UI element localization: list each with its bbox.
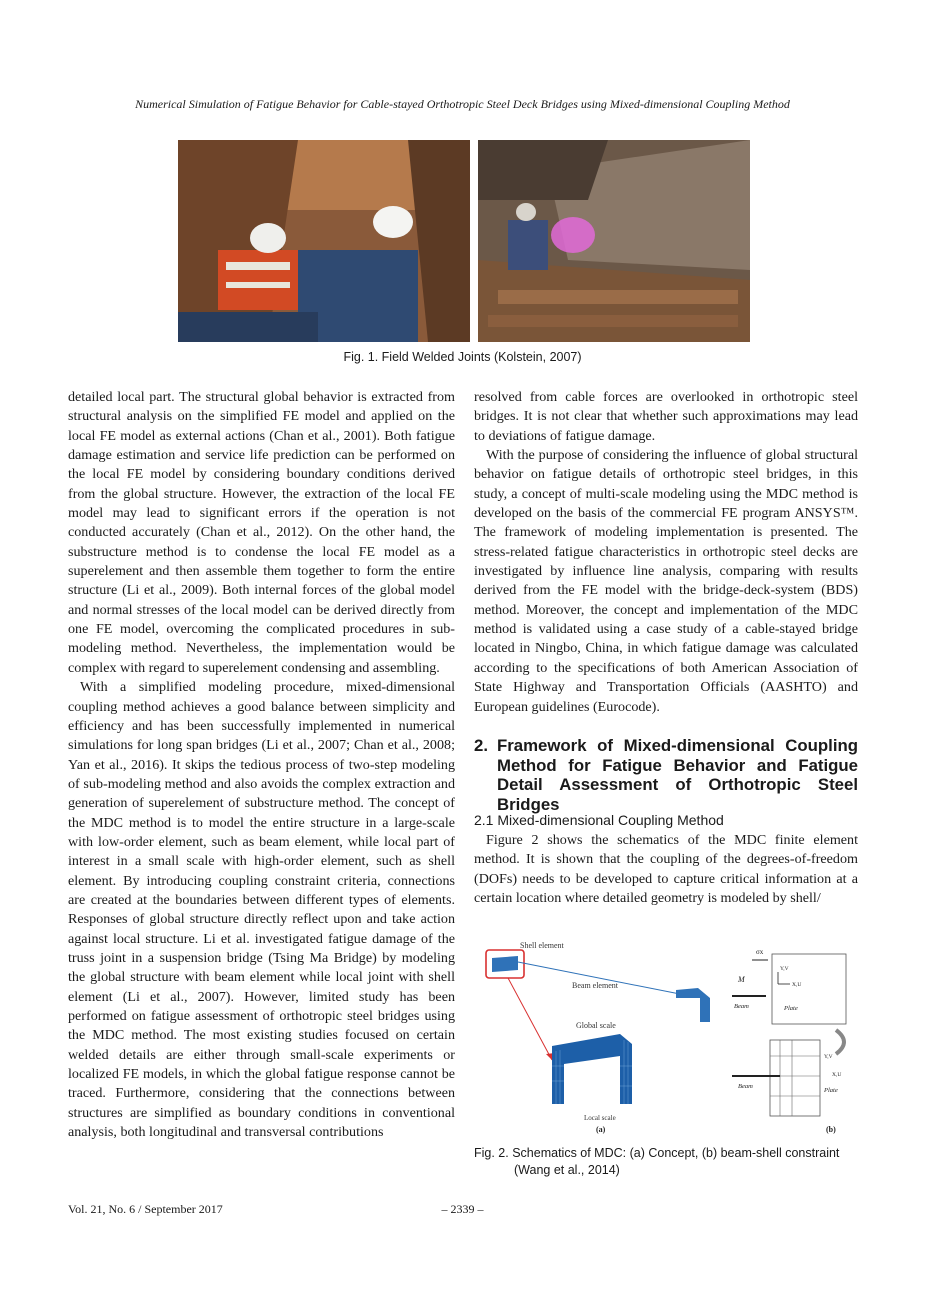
label-xu-top: X,U [792,982,802,988]
left-paragraph-1: detailed local part. The structural global behavior is extracted from structural analysis on the simplified FE model and applied on the local FE model as external actions (Chan et al., 2001). Both fatigue damage estimation and service life prediction can be performed on the local FE model by considering boundary conditions derived from the global structure. However, the extraction of the local FE model may lead to significant errors if the operation is not conducted accurately (Chan et al., 2012). On the other hand, the substructure method is to condense the local FE model as a superelement and then assemble them together to form the entire structure (Li et al., 2009). Both internal forces of the global model and normal stresses of the local model can be derived directly from one FE model, overcoming the complicated procedures in sub-modeling method. Nevertheless, the implementation would be complex with regard to superelement condensing and assembling. [68,389,455,676]
footer-volume: Vol. 21, No. 6 / September 2017 [68,1202,223,1216]
zoom-arrow [508,978,552,1060]
figure-2-caption [474,1145,864,1179]
subsection-heading: 2.1 Mixed-dimensional Coupling Method [474,812,724,828]
label-shell-element: Shell element [520,941,564,950]
label-beam-top: Beam [734,1003,749,1010]
footer-page-number: – 2339 – [441,1202,484,1216]
label-beam-bottom: Beam [738,1083,753,1090]
running-header: Numerical Simulation of Fatigue Behavior for Cable-stayed Orthotropic Steel Deck Bridges using Mixed-dimensional Coupling Method [135,97,790,111]
figure-2-caption-line-1: Fig. 2. Schematics of MDC: (a) Concept, (b) beam-shell constraint [474,1146,840,1160]
field-welding-photo-right [478,140,750,342]
figure-1-caption: Fig. 1. Field Welded Joints (Kolstein, 2007) [343,350,582,364]
section-title: Framework of Mixed-dimensional Coupling Method for Fatigue Behavior and Fatigue Detail Assessment of Orthotropic Steel Bridges [497,736,858,814]
label-plate-bottom: Plate [824,1087,838,1094]
label-local-scale: Local scale [584,1114,616,1122]
right-column-bottom [474,831,858,908]
right-paragraph-1: resolved from cable forces are overlooked in orthotropic steel bridges. It is not clear that whether such approximations may lead to deviations of fatigue damage. [474,389,858,444]
label-plate-top: Plate [784,1005,798,1012]
figure-2-caption-line-2: (Wang et al., 2014) [514,1163,620,1177]
figure-2-schematic [480,936,858,1136]
left-column [68,388,455,1142]
label-yv-top: Y,V [780,966,789,972]
field-welding-photo-left [178,140,470,342]
label-moment: M [738,975,745,984]
left-paragraph-2: With a simplified modeling procedure, mixed-dimensional coupling method achieves a good balance between simplicity and efficiency and has been successfully implemented in numerical simulations for long span bridges (Li et al., 2007; Chan et al., 2008; Yan et al., 2016). It skips the tedious process of two-step modeling of sub-modeling method and also avoids the complex extraction and generation of superelement of substructure method. The concept of the MDC method is to model the entire structure in a large-scale with low-order element, such as beam element, while local part of interest in a small scale with high-order element, such as shell element. By introducing coupling constraint criteria, connections are created at the boundaries between different types of elements. Responses of global structure directly reflect upon and take action against local structure. Li et al. investigated fatigue damage of the truss joint in a suspension bridge (Tsing Ma Bridge) by modeling the global structure with beam element while local joint with shell element (Li et al., 2007). However, limited study has been performed on fatigue assessment of orthotropic steel bridges using the MDC method. The most existing studies focused on certain welded details are either through small-scale experiments or localized FE models, in which the global fatigue response cannot be traced. Furthermore, considering that the connections between structures are simplified as boundary conditions in conventional analysis, both longitudinal and transversal contributions [68,679,455,1141]
label-global-scale: Global scale [576,1021,616,1030]
right-paragraph-2: With the purpose of considering the influence of global structural behavior on fatigue details of orthotropic steel bridges, in this study, a concept of multi-scale modeling using the MDC method is developed on the basis of the commercial FE program ANSYS™. The framework of modeling implementation is presented. The stress-related fatigue characteristics in orthotropic steel decks are investigated by influence line analysis, comparing with results derived from the FE model with the bridge-deck-system (BDS) method. Moreover, the concept and implementation of the MDC method is validated using a case study of a cable-stayed bridge located in Ningbo, China, in which fatigue damage was calculated according to the specifications of both American Association of State Highway and Transportation Officials (AASHTO) and European guidelines (Eurocode). [474,447,858,715]
section-number: 2. [474,736,488,755]
label-yv-bottom: Y,V [824,1054,833,1060]
right-paragraph-3: Figure 2 shows the schematics of the MDC finite element method. It is shown that the coupling of the degrees-of-freedom (DOFs) needs to be developed to capture critical information at a certain location where detailed geometry is modeled by shell/ [474,832,858,907]
label-beam-element: Beam element [572,981,618,990]
label-panel-a: (a) [596,1125,606,1134]
label-xu-bottom: X,U [832,1072,842,1078]
section-heading [474,736,858,814]
right-column-top [474,388,858,717]
label-sigma: σx [756,948,764,956]
label-panel-b: (b) [826,1125,836,1134]
